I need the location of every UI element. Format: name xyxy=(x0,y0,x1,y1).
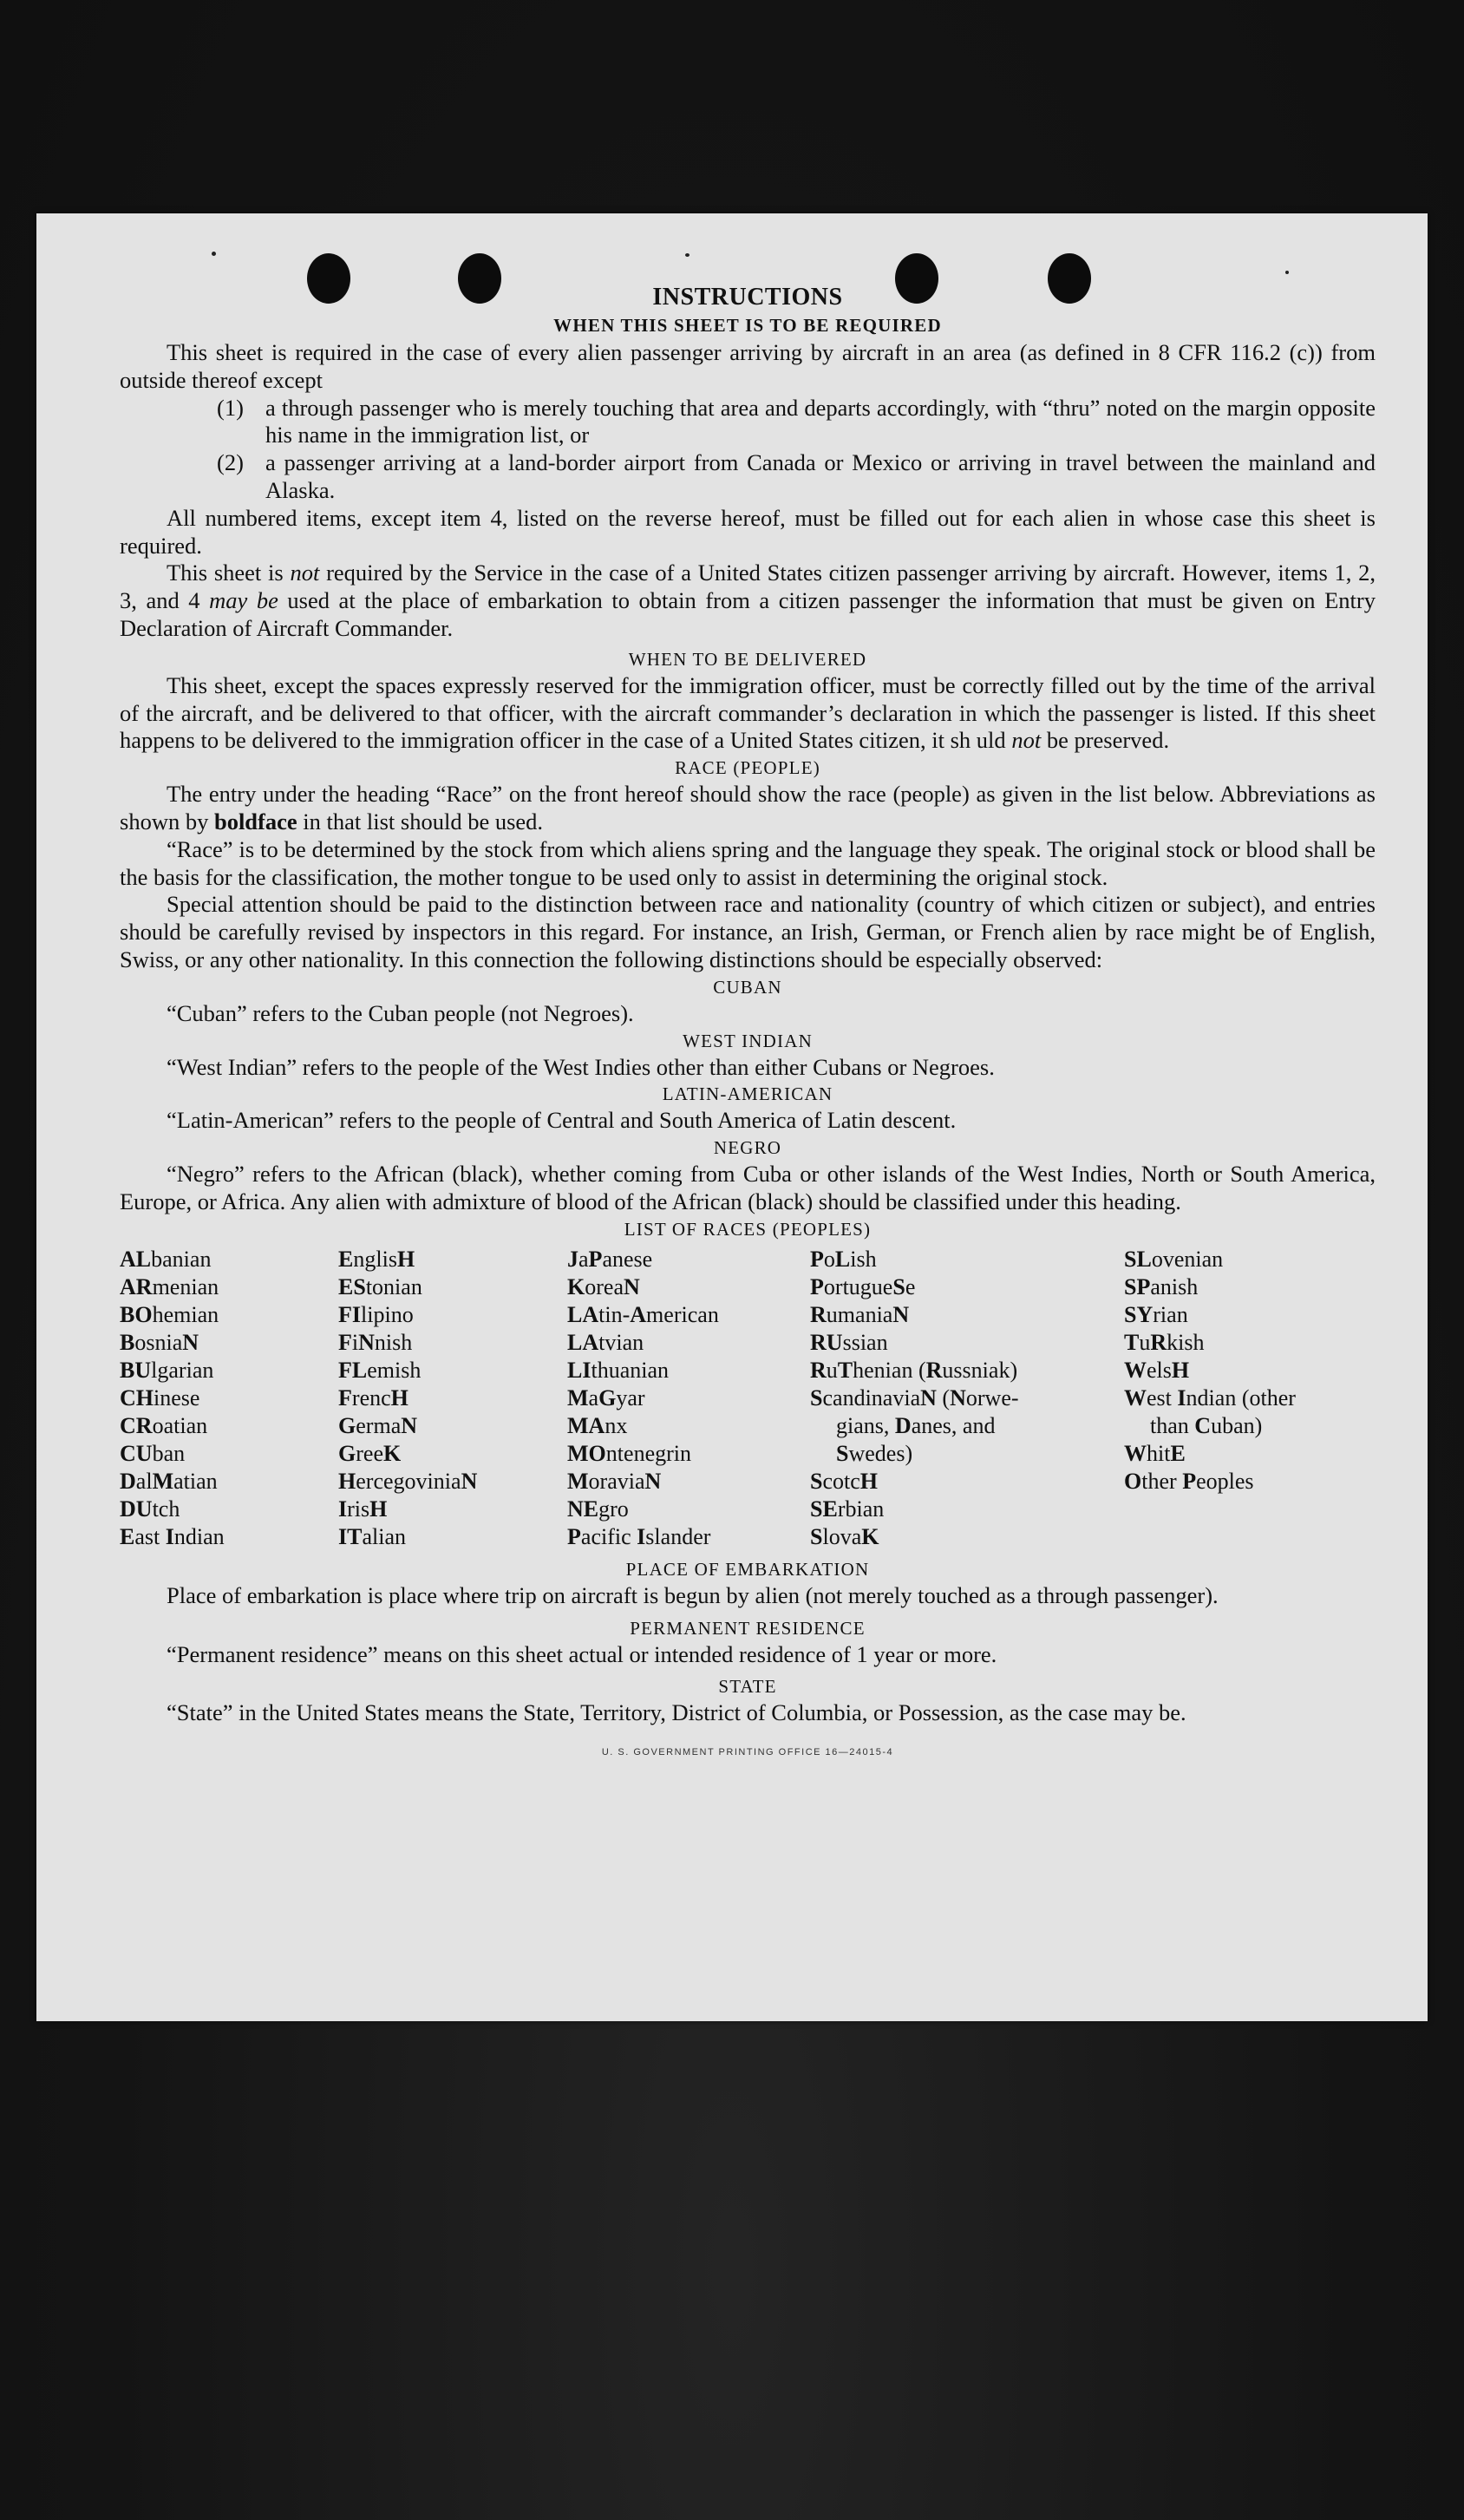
race-item: RuThenian (Russniak) xyxy=(810,1357,1018,1383)
paragraph: “Latin-American” refers to the people of Central and South America of Latin descent. xyxy=(167,1107,957,1134)
section-heading: LATIN-AMERICAN xyxy=(662,1083,833,1105)
section-heading: STATE xyxy=(718,1676,777,1698)
section-heading: NEGRO xyxy=(713,1137,782,1159)
race-item: GermaN xyxy=(338,1412,418,1438)
paragraph xyxy=(120,781,1376,836)
paragraph xyxy=(120,560,1376,642)
race-item: than Cuban) xyxy=(1150,1412,1263,1438)
paragraph: “West Indian” refers to the people of the West Indies other than either Cubans or Negroes. xyxy=(167,1053,995,1080)
race-item: LAtin-American xyxy=(567,1301,719,1327)
text-run: in that list should be used. xyxy=(297,808,544,835)
race-item: RumaniaN xyxy=(810,1301,910,1327)
printer-imprint: U. S. GOVERNMENT PRINTING OFFICE 16—24015-4 xyxy=(601,1747,894,1758)
race-item: FrencH xyxy=(338,1384,408,1411)
race-item: ARmenian xyxy=(120,1273,219,1299)
section-heading: WHEN THIS SHEET IS TO BE REQUIRED xyxy=(553,315,942,336)
race-item: RUssian xyxy=(810,1329,888,1355)
document-body xyxy=(120,283,1376,1767)
italic-text: not xyxy=(290,560,320,586)
italic-text: may be xyxy=(209,587,278,614)
race-item: Swedes) xyxy=(836,1440,913,1466)
race-item: East Indian xyxy=(120,1523,225,1549)
race-item: Other Peoples xyxy=(1124,1468,1254,1494)
paragraph xyxy=(120,672,1376,755)
bold-text: boldface xyxy=(213,808,297,835)
race-column xyxy=(810,1246,1124,1551)
race-item: West Indian (other xyxy=(1124,1384,1296,1411)
race-item: SlovaK xyxy=(810,1523,879,1549)
text-run: required by the Service in the case of a United States citizen passenger arriving by aircraft. However, items 1, 2, 3, and 4 xyxy=(120,560,1376,614)
race-item: LAtvian xyxy=(567,1329,644,1355)
paragraph: “Permanent residence” means on this sheet actual or intended residence of 1 year or more. xyxy=(167,1640,997,1667)
race-item: WelsH xyxy=(1124,1357,1190,1383)
page-title: INSTRUCTIONS xyxy=(652,284,843,311)
race-item: gians, Danes, and xyxy=(836,1412,996,1438)
section-heading: PERMANENT RESIDENCE xyxy=(630,1617,866,1639)
paragraph: “Cuban” refers to the Cuban people (not Negroes). xyxy=(167,999,634,1026)
paragraph: “State” in the United States means the State, Territory, District of Columbia, or Possession, as the case may be. xyxy=(167,1699,1186,1726)
race-item: SPanish xyxy=(1124,1273,1199,1299)
item-number: (1) xyxy=(217,394,244,421)
race-item: LIthuanian xyxy=(567,1357,670,1383)
section-heading: LIST OF RACES (PEOPLES) xyxy=(624,1218,872,1240)
race-item: BOhemian xyxy=(120,1301,219,1327)
scan-speck xyxy=(685,253,690,257)
instruction-sheet xyxy=(36,213,1428,2021)
race-item: SYrian xyxy=(1124,1301,1188,1327)
paragraph: “Negro” refers to the African (black), whether coming from Cuba or other islands of the West Indies, North or South America, Europe, or Africa. Any alien with admixture of blood of the African (black) should be classified under this heading. xyxy=(120,1161,1376,1214)
race-item: ScandinaviaN (Norwe- xyxy=(810,1384,1019,1411)
race-item: FiNnish xyxy=(338,1329,413,1355)
race-item: ALbanian xyxy=(120,1246,212,1272)
race-item: TuRkish xyxy=(1124,1329,1205,1355)
race-item: PoLish xyxy=(810,1246,877,1272)
paragraph: This sheet is required in the case of every alien passenger arriving by aircraft in an area (as defined in 8 CFR 116.2 (c)) from outside thereof except xyxy=(120,339,1376,393)
race-item: Pacific Islander xyxy=(567,1523,711,1549)
race-item: EStonian xyxy=(338,1273,422,1299)
race-item: GreeK xyxy=(338,1440,402,1466)
section-heading: RACE (PEOPLE) xyxy=(675,757,820,779)
race-column xyxy=(567,1246,810,1551)
item-text: a through passenger who is merely touching that area and departs accordingly, with “thru” noted on the margin opposite his name in the immigration list, or xyxy=(265,394,1376,448)
race-item: DUtch xyxy=(120,1496,180,1522)
race-item: WhitE xyxy=(1124,1440,1186,1466)
race-column xyxy=(1124,1246,1376,1551)
list-item xyxy=(120,395,1376,450)
section-heading: WEST INDIAN xyxy=(683,1030,813,1051)
paragraph: Place of embarkation is place where trip on aircraft is begun by alien (not merely touched as a through passenger). xyxy=(167,1581,1219,1608)
race-item: SLovenian xyxy=(1124,1246,1224,1272)
race-item: FIlipino xyxy=(338,1301,414,1327)
race-item: BUlgarian xyxy=(120,1357,214,1383)
paragraph: All numbered items, except item 4, listed on the reverse hereof, must be filled out for each alien in whose case this sheet is required. xyxy=(120,504,1376,559)
text-run: used at the place of embarkation to obtain from a citizen passenger the information that must be given on Entry Declaration of Aircraft Commander. xyxy=(120,587,1376,641)
race-item: SErbian xyxy=(810,1496,885,1522)
scan-speck xyxy=(212,252,216,256)
race-item: EnglisH xyxy=(338,1246,415,1272)
race-item: HercegoviniaN xyxy=(338,1468,478,1494)
race-item: FLemish xyxy=(338,1357,422,1383)
race-column xyxy=(338,1246,567,1551)
section-heading: PLACE OF EMBARKATION xyxy=(625,1558,870,1580)
race-item: MOntenegrin xyxy=(567,1440,692,1466)
section-heading: CUBAN xyxy=(713,976,782,998)
italic-text: not xyxy=(1011,727,1042,754)
race-item: MAnx xyxy=(567,1412,628,1438)
race-item: ITalian xyxy=(338,1523,407,1549)
race-list xyxy=(120,1246,1376,1551)
paragraph: Special attention should be paid to the distinction between race and nationality (country of which citizen or subject), and entries should be carefully revised by inspectors in this regard. For instance, an Irish, German, or French alien by race might be of English, Swiss, or any other nationality. In this connection the following distinctions should be especially observed: xyxy=(120,891,1376,972)
race-item: PortugueSe xyxy=(810,1273,916,1299)
item-text: a passenger arriving at a land-border airport from Canada or Mexico or arriving in travel between the mainland and Alaska. xyxy=(265,449,1376,503)
race-item: DalMatian xyxy=(120,1468,218,1494)
race-item: CUban xyxy=(120,1440,186,1466)
race-item: ScotcH xyxy=(810,1468,879,1494)
item-number: (2) xyxy=(217,449,244,476)
race-item: BosniaN xyxy=(120,1329,199,1355)
text-run: This sheet is xyxy=(167,560,291,586)
list-item xyxy=(120,449,1376,505)
text-run: This sheet, except the spaces expressly reserved for the immigration officer, must be correctly filled out by the time of the arrival of the aircraft, and be delivered to that officer, with the aircraft commander’s declaration in which the passenger is listed. If this sheet happens to be delivered to the immigration officer in the case of a United States citizen, it sh uld xyxy=(120,671,1376,754)
race-item: IrisH xyxy=(338,1496,388,1522)
section-heading: WHEN TO BE DELIVERED xyxy=(628,648,867,670)
race-item: JaPanese xyxy=(567,1246,653,1272)
text-run: The entry under the heading “Race” on the front hereof should show the race (people) as given in the list below. Abbreviations as shown by xyxy=(120,781,1376,835)
race-item: CRoatian xyxy=(120,1412,208,1438)
race-column xyxy=(120,1246,338,1551)
text-run: be preserved. xyxy=(1041,727,1170,754)
race-item: KoreaN xyxy=(567,1273,640,1299)
scan-speck xyxy=(1285,271,1289,274)
race-item: MaGyar xyxy=(567,1384,645,1411)
paragraph: “Race” is to be determined by the stock from which aliens spring and the language they speak. The original stock or blood shall be the basis for the classification, the mother tongue to be used only to assist in determining the original stock. xyxy=(120,835,1376,890)
race-item: CHinese xyxy=(120,1384,200,1411)
race-item: MoraviaN xyxy=(567,1468,662,1494)
race-item: NEgro xyxy=(567,1496,629,1522)
